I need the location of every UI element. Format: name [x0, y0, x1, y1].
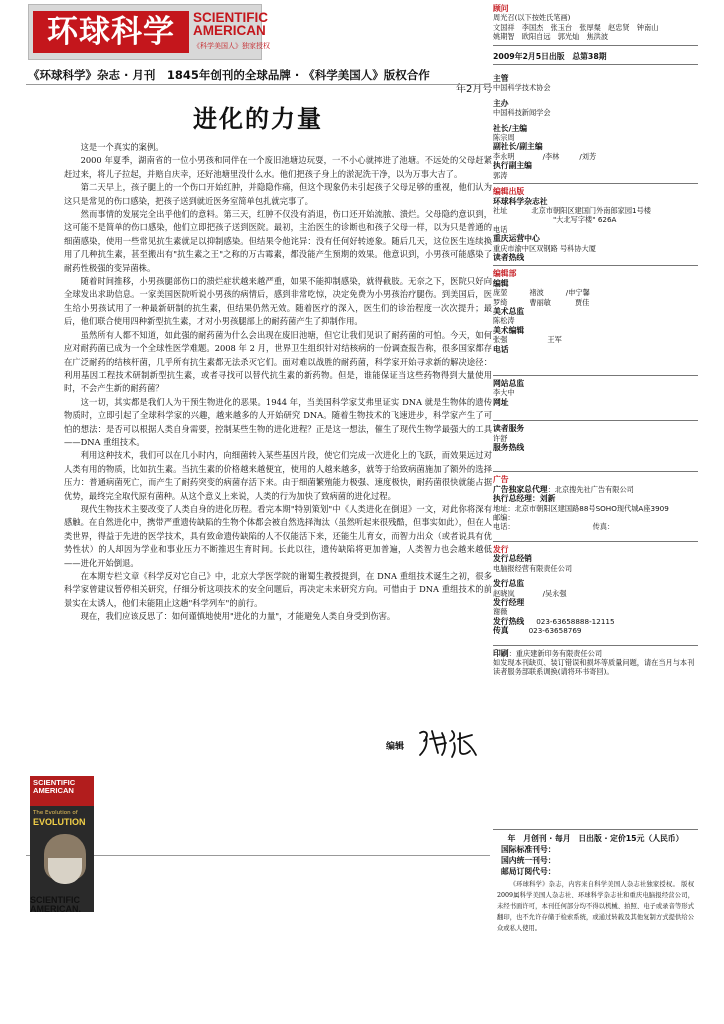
ad-address: 地址：北京市朝阳区建国路88号SOHO现代城A座3909	[493, 503, 669, 513]
web-name: 李大中	[493, 388, 515, 398]
dist-mgr-title: 发行总监	[493, 579, 525, 589]
article-paragraph: 虽然所有人都不知道，如此强的耐药菌为什么会出现在废旧池塘，但它让我们见识了耐药菌的可怕。今天，如何应对耐药菌已成为一个全球性医学难题。2008 年 2 月，世界卫生组织针对结核病的一份调查报告称，很多国家都存在广泛耐药的结核杆菌，几乎所有抗生素都无法杀灭它们。面对难以战胜的耐药菌，科学家开始寻求新的解决途径：利用基因工程技术研制新型抗生素，或者寻找可以替代抗生素的新药物。但是，谁能保证当这些药物得到大量使用时，不会产生新的耐药菌？	[64, 329, 492, 394]
president: 陈宗周	[493, 133, 515, 143]
vice-names: 李永明 /李林 /刘芳	[493, 151, 597, 161]
article-paragraph: 随着时间推移，小男孩腿部伤口的溃烂症状越来越严重，如果不能抑制感染，就得截肢。无奈之下，医院只好向全球发出求助信息。一家美国医院听说小男孩的病情后，感到非常吃惊，决定免费为小男孩治疗腿伤。到美国后，医生给小男孩试用了一种最新研制的抗生素，但结果仍然无效。随着医疗的深入，医生们的诊治程度一次次提升；最后，他们联合使用四种新型抗生素，才对小男孩腿部上的耐药菌产生了抑制作用。	[64, 276, 492, 327]
reader-hotline-title: 读者热线	[493, 252, 525, 262]
exec-title: 执行副主编	[493, 161, 532, 171]
service-hotline: 服务热线	[493, 443, 525, 453]
article-paragraph: 第二天早上，孩子腿上的一个伤口开始红肿，并隐隐作痛，但这个现象仍未引起孩子父母足够的重视，他们认为这只是常见的伤口感染，把孩子送到就近医务室简单包扎就完事了。	[64, 182, 492, 206]
exec-editor: 郭涛	[493, 170, 508, 180]
article-paragraph: 2000 年夏季，湖南省的一位小男孩和同伴在一个废旧池塘边玩耍，一不小心就摔进了池塘。不远处的父母赶紧赶过来，将儿子拉起，并赔自庆幸，还好池塘里没什么水。他们把孩子身上的淤泥洗干净，以为万事大吉了。	[64, 155, 492, 179]
editors-row: 庞堃 褚波 /申宁馨	[493, 288, 590, 298]
art-names: 张强 王军	[493, 335, 562, 345]
web-label: 网址	[493, 397, 509, 407]
chief-art: 陈松涛	[493, 316, 515, 326]
cq-address: 重庆市渝中区双钢路 号科协大厦	[493, 243, 596, 253]
ad-contact: 电话： 传真：	[493, 522, 615, 532]
editors-row: 罗绮 曹丽敏 贾佳	[493, 297, 590, 307]
colophon-advisors: 姚期智 欧阳自远 郭光灿 焦洪波	[493, 32, 609, 42]
article-paragraph: 这是一个真实的案例。	[80, 142, 164, 152]
masthead-logo	[28, 4, 270, 60]
printer: 印刷：重庆建新印务有限责任公司	[493, 648, 603, 658]
colophon-advisors: 文国祥 李国杰 张玉台 张厚粲 赵忠贤 钟南山	[493, 22, 659, 32]
cover-brand: SCIENTIFIC AMERICAN	[33, 778, 76, 795]
pub-tel: 电话	[493, 224, 508, 234]
president-title: 社长/主编	[493, 123, 528, 133]
organizer: 中国科技新闻学会	[493, 108, 551, 118]
article-paragraph: 这一切，其实都是我们人为干预生物进化的恶果。1944 年，当美国科学家艾弗里证实 DNA 就是生物体的遗传物质时，立即引起了全球科学家的兴趣，越来越多的人开始研究 DNA。随着生物技术的飞速进步，科学家产生了可怕的想法：是否可以根据人类自身需要，控制某些生物的进化进程？正是这一想法，催生了现代生物学最强大的工具——DNA 重组技术。	[64, 396, 492, 447]
colophon-advisor-sub: 周光召(以下按姓氏笔画)	[493, 13, 571, 23]
article-paragraph: 现在，我们应该反思了：如何谨慎地使用"进化的力量"，才能避免人类自身受到伤害。	[80, 611, 396, 622]
cq-title: 重庆运营中心	[493, 234, 540, 244]
editorial-box	[26, 84, 490, 856]
print-note: 如发现本刊缺页、装订错误和损坏等质量问题，请在当月与本刊读者服务部联系调换(请将环书寄回)。	[493, 657, 695, 677]
copyright-notice: 《环球科学》杂志，内容来自科学美国人杂志社独家授权。 版权2009属科学美国人杂志社、环球科学杂志社和重庆电脑报经营公司，未经书面许可，本刊任何部分均不得以机械、拍照、电子或录音等形式翻印，也不允许存储于检索系统，或通过转载及其他复制方式提供给公众或私人使用。	[497, 881, 694, 932]
masthead-license-note: 《科学美国人》独家授权	[193, 42, 270, 50]
sponsor-title: 主管	[493, 74, 509, 84]
dist-agent: 电脑报经营有限责任公司	[493, 563, 573, 573]
article-title: 进化的力量	[193, 104, 323, 133]
dist-agent-title: 发行总经销	[493, 554, 532, 564]
pub-address-2: "大北写字楼" 626A	[553, 215, 617, 225]
article-paragraph: 在本期专栏文章《科学反对它自己》中，北京大学医学院的谢蜀生教授提到，在 DNA 重组技术诞生之初，很多科学家曾建议暂停相关研究，仔细分析这项技术的安全问题后，再决定未来研究方向。可惜由于 DNA 重组技术的前景实在太诱人，他们未能阻止这趟"科学列车"的前行。	[64, 571, 492, 608]
cover-headline: EVOLUTION	[33, 817, 86, 827]
article-body	[64, 141, 492, 624]
chief-art-title: 美术总监	[493, 306, 525, 316]
cn-number: 国内统一刊号：	[501, 856, 556, 865]
colophon-advisor-title: 顾问	[493, 4, 509, 13]
dist-manager-title: 发行经理	[493, 597, 525, 607]
masthead-en-line2: AMERICAN	[193, 23, 266, 38]
pub-address: 社址 北京市朝阳区建国门外南郎家园1号楼	[493, 205, 651, 215]
reader-service: 许舒	[493, 433, 508, 443]
publish-date: 2009年2月5日出版 总第38期	[493, 51, 607, 61]
pub-title: 编辑出版	[493, 187, 525, 197]
ad-agent: 广告独家总代理：北京搜先社广告有限公司	[493, 484, 634, 494]
price-and-copyright	[493, 826, 698, 934]
colophon	[493, 4, 698, 677]
issue-number: 年2月号	[456, 84, 493, 95]
magazine-cover-thumbnail	[30, 776, 94, 912]
post-code: 邮局订阅代号：	[501, 867, 556, 876]
cover-subtitle: The Evolution of	[33, 810, 78, 816]
masthead-chinese-title: 环球科学	[33, 11, 189, 53]
dist-fax: 传真 023-63658769	[493, 626, 582, 636]
masthead-english-title	[193, 10, 269, 38]
web-title: 网站总监	[493, 379, 525, 388]
article-paragraph: 然而事情的发展完全出乎他们的意料。第三天，红肿不仅没有消退，伤口还开始流脓、溃烂。父母隐约意识到，这可能不是简单的伤口感染，他们立即把孩子送到医院。最初，主治医生的诊断也和孩子父母一样，以为只是普通的细菌感染，使用一些常见抗生素就足以抑制感染。但结果令他诧异：没有任何好转迹象。随后几天，这位医生连续换用了几种抗生素，甚至搬出有"抗生素之王"之称的万古霉素，都没能产生预期的效果。他意识到，小男孩可能感染了耐药性极强的变异菌株。	[64, 209, 492, 273]
ad-title: 广告	[493, 475, 509, 485]
ad-postcode: 邮编：	[493, 513, 515, 523]
dist-manager: 谢薇	[493, 607, 508, 617]
editors-title: 编辑	[493, 278, 509, 288]
pub-name: 环球科学杂志社	[493, 196, 548, 206]
dist-mgr: 赵晓岚 /吴永强	[493, 588, 567, 598]
handwritten-signature	[416, 725, 478, 759]
issn: 国际标准刊号：	[501, 845, 556, 854]
vice-title: 副社长/副主编	[493, 142, 543, 152]
article-paragraph: 利用这种技术，我们可以在几小时内，向细菌转入某些基因片段，使它们完成一次进化上的飞跃，而效果远过对人类有用的物质，比如抗生素。当抗生素的价格越来越便宜，使用的人越来越多，就等于给致病菌施加了额外的选择压力：普通病菌死亡，而产生了耐药突变的病菌存活下来。由于细菌繁殖能力极强、速度极快，耐药菌很快就能占据优势，最终完全取代原有菌种。从这个意义上来说，人类的行为加快了致病菌的进化过程。	[64, 450, 492, 501]
editor-dept-title: 编辑部	[493, 269, 517, 279]
tagline: 《环球科学》杂志 · 月刊 1845年创刊的全球品牌 · 《科学美国人》版权合作	[28, 68, 430, 82]
sponsor: 中国科学技术协会	[493, 83, 551, 93]
organizer-title: 主办	[493, 98, 509, 108]
masthead-en-line1: SCIENTIFIC	[193, 10, 269, 25]
editor-signature-line	[386, 725, 486, 761]
art-title: 美术编辑	[493, 325, 525, 335]
reader-service-title: 读者服务	[493, 424, 525, 434]
article-paragraph: 现代生物技术主要改变了人类自身的进化历程。看完本期"特别策划"中《人类进化在倒退》一文，对此你将深有感触。在自然进化中，携带严重遗传缺陷的生物个体都会被自然选择淘汰（虽然听起来很残酷，但事实如此），但在人类世界，得益于先进的医学技术，具有致命遗传缺陷的人不仅能活下来，还能生儿育女，而智力出众（或者说具有优势性状）的人却因为学业和事业压力不断推迟生育时间。长此以往，遗传缺陷将更加普遍，人类智力也会越来越低——进化开始倒退。	[64, 503, 492, 568]
dist-hotline: 发行热线 023-63658888-12115	[493, 616, 615, 626]
dist-title: 发行	[493, 544, 509, 554]
editor-label: 编辑	[386, 742, 405, 752]
cover-bottom-brand: SCIENTIFIC AMERICAN.	[30, 895, 81, 914]
ad-exec: 执行总经理：刘新	[493, 494, 556, 504]
price-line: 年 月创刊 · 每月 日出版 · 定价15元（人民币）	[507, 834, 684, 843]
art-tel: 电话	[493, 344, 509, 354]
